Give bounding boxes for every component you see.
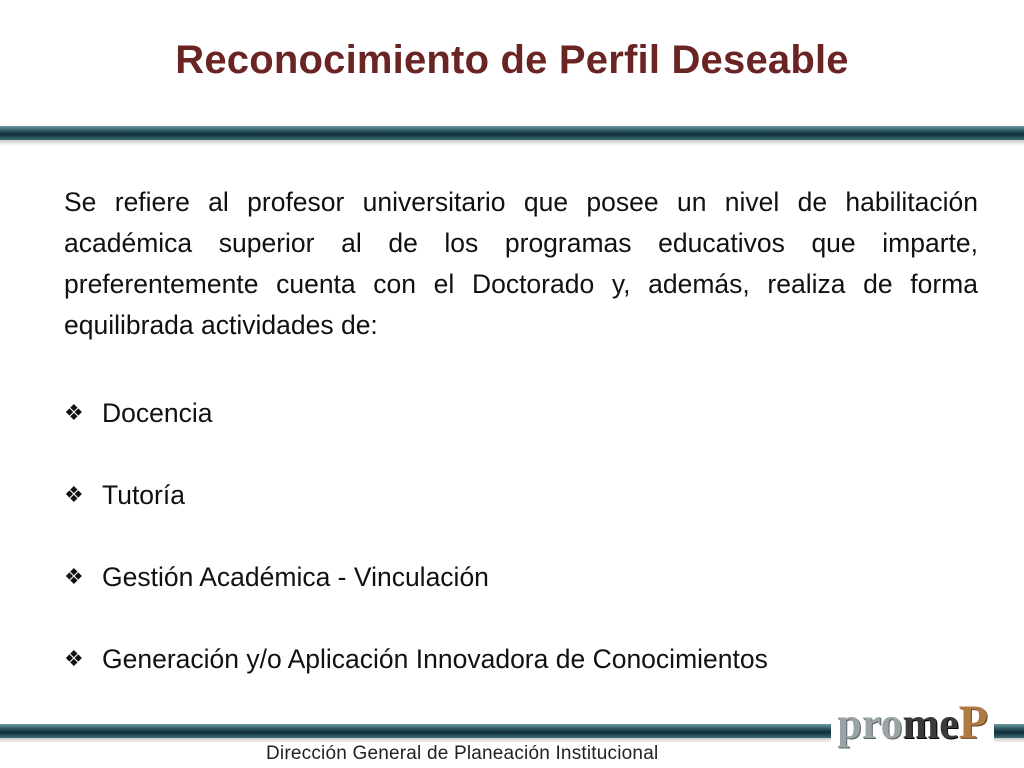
list-item-label: Generación y/o Aplicación Innovadora de Conocimientos xyxy=(102,643,768,674)
diamond-bullet-icon: ❖ xyxy=(64,564,84,589)
footer-institution: Dirección General de Planeación Institucional xyxy=(266,743,659,764)
top-divider-shadow xyxy=(0,140,1024,146)
list-item xyxy=(64,372,978,454)
list-item-label: Docencia xyxy=(102,397,213,428)
logo-text-me: me xyxy=(902,699,959,748)
logo-text-pro: pro xyxy=(837,699,903,748)
slide-title: Reconocimiento de Perfil Deseable xyxy=(175,38,849,82)
logo-text-p: P xyxy=(958,696,988,749)
diamond-bullet-icon: ❖ xyxy=(64,646,84,671)
diamond-bullet-icon: ❖ xyxy=(64,482,84,507)
list-item xyxy=(64,454,978,536)
list-item xyxy=(64,618,978,700)
list-item-label: Gestión Académica - Vinculación xyxy=(102,561,489,592)
promep-logo xyxy=(831,696,994,750)
top-divider xyxy=(0,126,1024,140)
diamond-bullet-icon: ❖ xyxy=(64,400,84,425)
intro-paragraph: Se refiere al profesor universitario que posee un nivel de habilitación académica superior al de los programas educativos que imparte, preferentemente cuenta con el Doctorado y, además, realiza de forma equilibrada actividades de: xyxy=(64,187,978,340)
activity-list xyxy=(64,388,978,700)
list-item-label: Tutoría xyxy=(102,479,185,510)
list-item xyxy=(64,536,978,618)
